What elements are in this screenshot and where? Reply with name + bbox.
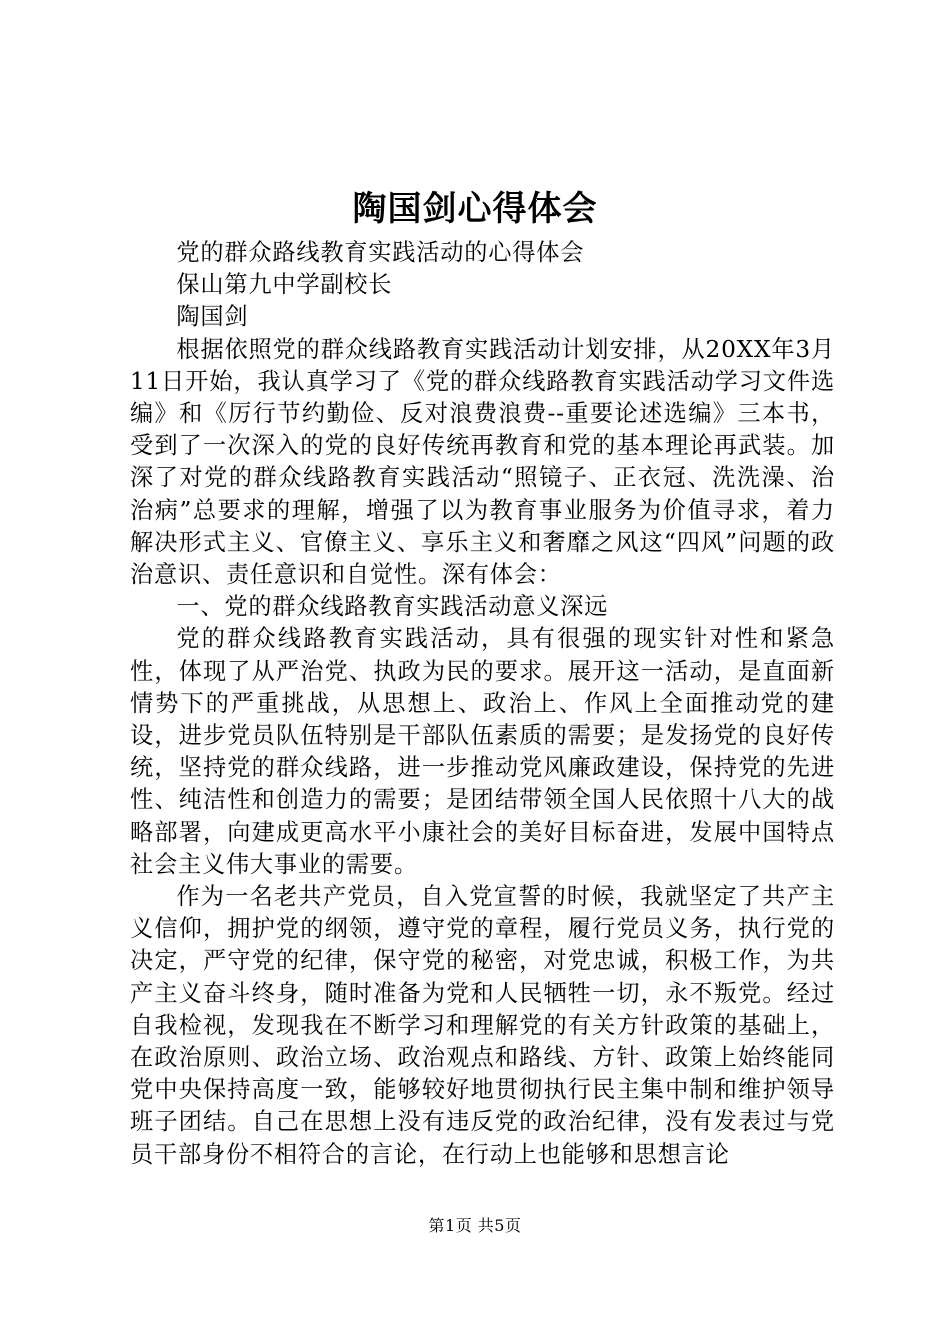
body-paragraph: 作为一名老共产党员，自入党宣誓的时候，我就坚定了共产主义信仰，拥护党的纲领，遵守党的章程，履行党员义务，执行党的决定，严守党的纪律，保守党的秘密，对党忠诚，积极工作，为共产主义奋斗终身，随时准备为党和人民牺牲一切，永不叛党。经过自我检视，发现我在不断学习和理解党的有关方针政策的基础上，在政治原则、政治立场、政治观点和路线、方针、政策上始终能同党中央保持高度一致，能够较好地贯彻执行民主集中制和维护领导班子团结。自己在思想上没有违反党的政治纪律，没有发表过与党员干部身份不相符合的言论，在行动上也能够和思想言论 — [130, 883, 835, 1168]
author-name-line: 陶国剑 — [176, 303, 249, 331]
subtitle-line: 党的群众路线教育实践活动的心得体会 — [176, 239, 585, 266]
author-position-line: 保山第九中学副校长 — [176, 271, 393, 299]
document-title: 陶国剑心得体会 — [352, 189, 598, 229]
document-body — [130, 237, 835, 1171]
intro-paragraph: 根据依照党的群众线路教育实践活动计划安排，从20XX年3月11日开始，我认真学习了《党的群众线路教育实践活动学习文件选编》和《厉行节约勤俭、反对浪费浪费--重要论述选编》三本书，受到了一次深入的党的良好传统再教育和党的基本理论再武装。加深了对党的群众线路教育实践活动“照镜子、正衣冠、洗洗澡、治治病”总要求的理解，增强了以为教育事业服务为价值寻求，着力解决形式主义、官僚主义、享乐主义和奢靡之风这“四风”问题的政治意识、责任意识和自觉性。深有体会： — [130, 335, 835, 589]
body-paragraph: 党的群众线路教育实践活动，具有很强的现实针对性和紧急性，体现了从严治党、执政为民的要求。展开这一活动，是直面新情势下的严重挑战，从思想上、政治上、作风上全面推动党的建设，进步党员队伍特别是干部队伍素质的需要；是发扬党的良好传统，坚持党的群众线路，进一步推动党风廉政建设，保持党的先进性、纯洁性和创造力的需要；是团结带领全国人民依照十八大的战略部署，向建成更高水平小康社会的美好目标奋进，发展中国特点社会主义伟大事业的需要。 — [130, 625, 835, 878]
page-number-footer: 第1页 共5页 — [428, 1216, 522, 1235]
section-heading: 一、党的群众线路教育实践活动意义深远 — [176, 593, 609, 621]
